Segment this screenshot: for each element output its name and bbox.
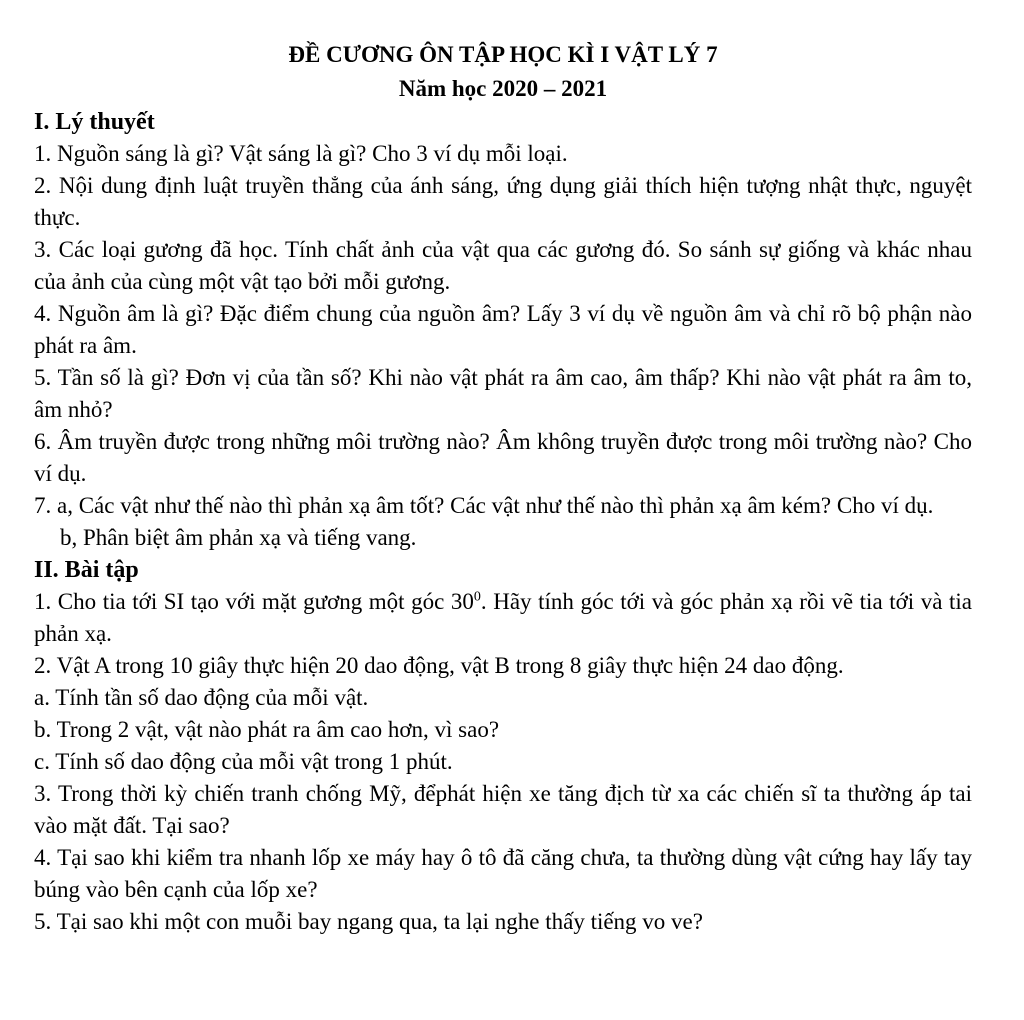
exercise-item-1 — [34, 586, 972, 650]
theory-item-6: 6. Âm truyền được trong những môi trường nào? Âm không truyền được trong môi trường nào? Cho ví dụ. — [34, 429, 972, 486]
exercise-item-2: 2. Vật A trong 10 giây thực hiện 20 dao động, vật B trong 8 giây thực hiện 24 dao động. — [34, 653, 844, 678]
exercise-item-2b: b. Trong 2 vật, vật nào phát ra âm cao hơn, vì sao? — [34, 717, 500, 742]
theory-item-3: 3. Các loại gương đã học. Tính chất ảnh của vật qua các gương đó. So sánh sự giống và khác nhau của ảnh của cùng một vật tạo bởi mỗi gương. — [34, 237, 972, 294]
exercise-item-4: 4. Tại sao khi kiểm tra nhanh lốp xe máy hay ô tô đã căng chưa, ta thường dùng vật cứng hay lấy tay búng vào bên cạnh của lốp xe? — [34, 845, 972, 902]
theory-item-7b: b, Phân biệt âm phản xạ và tiếng vang. — [60, 525, 417, 550]
theory-item-4: 4. Nguồn âm là gì? Đặc điểm chung của nguồn âm? Lấy 3 ví dụ về nguồn âm và chỉ rõ bộ phận nào phát ra âm. — [34, 301, 972, 358]
theory-item-7a: 7. a, Các vật như thế nào thì phản xạ âm tốt? Các vật như thế nào thì phản xạ âm kém? Cho ví dụ. — [34, 493, 934, 518]
school-year: Năm học 2020 – 2021 — [398, 76, 608, 101]
exercise-item-2a: a. Tính tần số dao động của mỗi vật. — [34, 685, 369, 710]
exercise-item-5: 5. Tại sao khi một con muỗi bay ngang qua, ta lại nghe thấy tiếng vo ve? — [34, 909, 703, 934]
degree-superscript: 0 — [473, 589, 481, 605]
document-page — [34, 38, 972, 938]
theory-item-2: 2. Nội dung định luật truyền thẳng của ánh sáng, ứng dụng giải thích hiện tượng nhật thực, nguyệt thực. — [34, 173, 972, 230]
exercises-heading: II. Bài tập — [34, 557, 139, 583]
theory-item-5: 5. Tần số là gì? Đơn vị của tần số? Khi nào vật phát ra âm cao, âm thấp? Khi nào vật phát ra âm to, âm nhỏ? — [34, 365, 972, 422]
exercise-item-2c: c. Tính số dao động của mỗi vật trong 1 phút. — [34, 749, 453, 774]
exercise-item-1-text-end: . Hãy tính góc tới và góc phản xạ rồi vẽ tia tới và tia phản xạ. — [34, 589, 972, 646]
exercise-item-1-text-start: 1. Cho tia tới SI tạo với mặt gương một góc 30 — [34, 589, 474, 614]
document-title: ĐỀ CƯƠNG ÔN TẬP HỌC KÌ I VẬT LÝ 7 — [288, 42, 718, 67]
exercise-item-3: 3. Trong thời kỳ chiến tranh chống Mỹ, đểphát hiện xe tăng địch từ xa các chiến sĩ ta thường áp tai vào mặt đất. Tại sao? — [34, 781, 972, 838]
theory-heading: I. Lý thuyết — [34, 109, 155, 135]
theory-item-1: 1. Nguồn sáng là gì? Vật sáng là gì? Cho 3 ví dụ mỗi loại. — [34, 141, 568, 166]
